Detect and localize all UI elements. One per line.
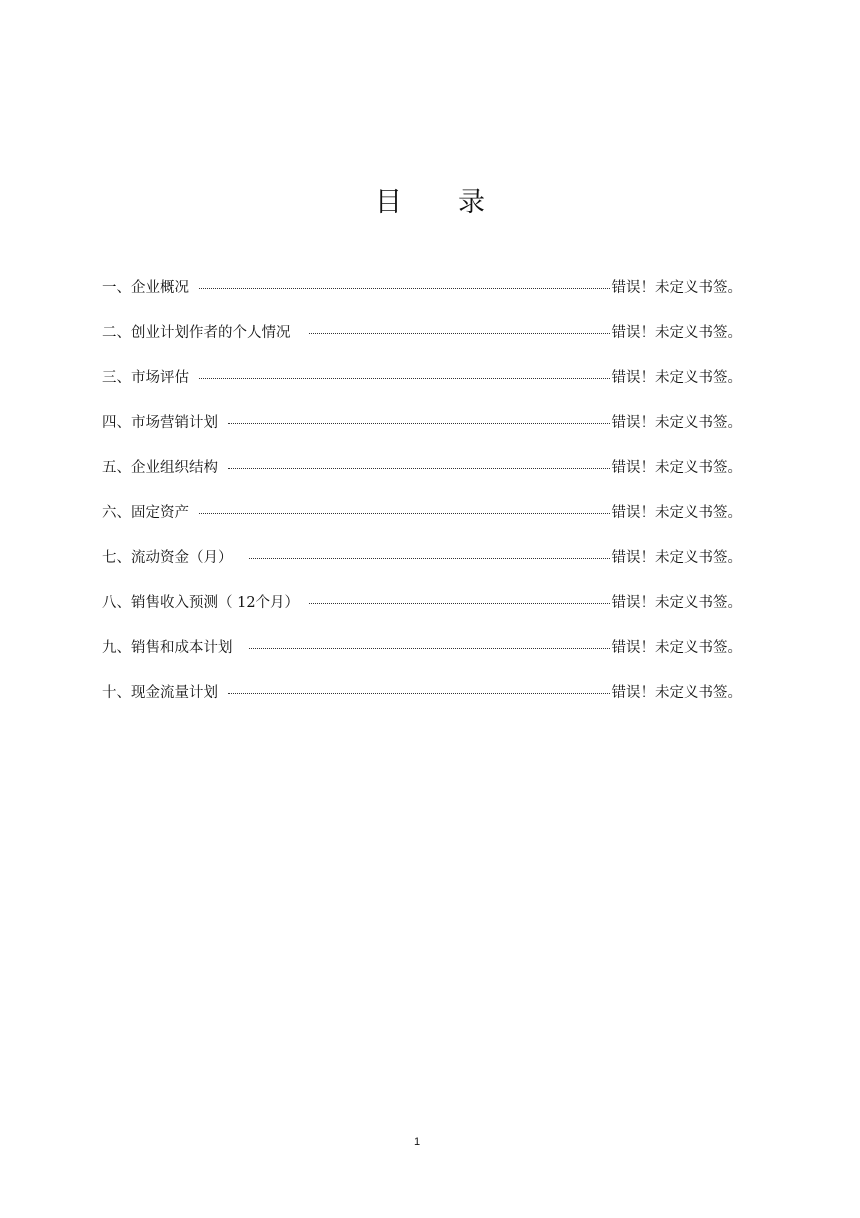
page-title — [0, 180, 860, 219]
toc-entry[interactable] — [102, 456, 742, 501]
toc-entry-label: 四、市场营销计划 — [102, 415, 218, 431]
toc-entry-label: 六、固定资产 — [102, 505, 189, 521]
toc-entry[interactable] — [102, 276, 742, 321]
title-char-2: 录 — [458, 187, 485, 218]
title-char-1: 目 — [375, 187, 402, 218]
page-number: 1 — [413, 1136, 421, 1148]
toc-entry-page-ref: 错误！未定义书签。 — [611, 685, 742, 701]
toc-entry-label: 七、流动资金（月） — [102, 550, 233, 566]
toc-entry-label: 二、创业计划作者的个人情况 — [102, 325, 291, 341]
dot-leader — [228, 423, 610, 424]
dot-leader — [309, 603, 609, 604]
toc-entry-page-ref: 错误！未定义书签。 — [611, 325, 742, 341]
dot-leader — [249, 648, 610, 649]
toc-entry[interactable] — [102, 501, 742, 546]
toc-entry-page-ref: 错误！未定义书签。 — [611, 460, 742, 476]
dot-leader — [199, 513, 610, 514]
toc-entry[interactable] — [102, 321, 742, 366]
toc-entry-page-ref: 错误！未定义书签。 — [611, 370, 742, 386]
toc-entry-page-ref: 错误！未定义书签。 — [611, 640, 742, 656]
toc-entry-label: 十、现金流量计划 — [102, 685, 218, 701]
dot-leader — [309, 333, 610, 334]
toc-entry-page-ref: 错误！未定义书签。 — [611, 415, 742, 431]
toc-entry-page-ref: 错误！未定义书签。 — [611, 505, 742, 521]
toc-entry[interactable] — [102, 681, 742, 726]
toc-entry-label: 五、企业组织结构 — [102, 460, 218, 476]
toc-entry[interactable] — [102, 546, 742, 591]
toc-entry-page-ref: 错误！未定义书签。 — [611, 550, 742, 566]
toc-entry-label: 三、市场评估 — [102, 370, 189, 386]
dot-leader — [228, 468, 610, 469]
toc-entry-label: 八、销售收入预测（ 12个月） — [102, 595, 300, 611]
toc-entry-page-ref: 错误！未定义书签。 — [611, 595, 742, 611]
dot-leader — [228, 693, 610, 694]
toc-entry[interactable] — [102, 411, 742, 456]
toc-entry-label: 一、企业概况 — [102, 280, 189, 296]
toc-entry-page-ref: 错误！未定义书签。 — [611, 280, 742, 296]
dot-leader — [199, 288, 610, 289]
toc-entry[interactable] — [102, 591, 742, 636]
table-of-contents — [102, 276, 742, 726]
toc-entry[interactable] — [102, 366, 742, 411]
dot-leader — [249, 558, 610, 559]
toc-entry[interactable] — [102, 636, 742, 681]
toc-entry-label: 九、销售和成本计划 — [102, 640, 233, 656]
dot-leader — [199, 378, 610, 379]
